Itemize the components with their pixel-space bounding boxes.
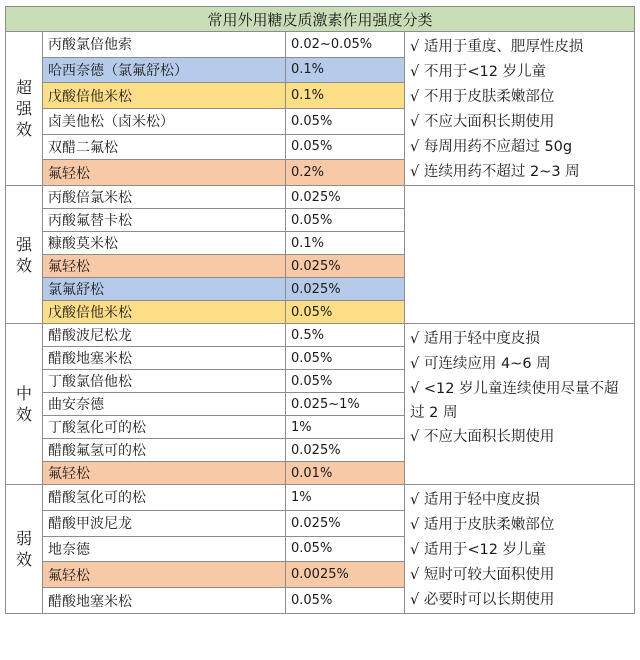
usage-note: √ 适用于轻中度皮损	[410, 331, 540, 347]
usage-notes	[405, 32, 635, 186]
drug-concentration: 0.025~1%	[286, 393, 405, 416]
drug-name: 丙酸倍氯米松	[43, 186, 286, 209]
drug-name: 糠酸莫米松	[43, 232, 286, 255]
drug-concentration: 1%	[286, 485, 405, 511]
drug-name: 双醋二氟松	[43, 134, 286, 160]
category-char: 效	[15, 255, 32, 275]
category-cell	[6, 324, 43, 485]
usage-note: √ 每周用药不应超过 50g	[410, 139, 573, 155]
category-char: 中	[15, 384, 32, 403]
category-char: 效	[15, 405, 32, 424]
drug-name: 丙酸氯倍他索	[43, 32, 286, 58]
usage-note: √ 适用于<12 岁儿童	[410, 542, 547, 558]
drug-concentration: 0.01%	[286, 462, 405, 485]
usage-notes	[405, 485, 635, 614]
drug-concentration: 0.02~0.05%	[286, 32, 405, 58]
category-cell	[6, 32, 43, 186]
drug-name: 氯氟舒松	[43, 278, 286, 301]
drug-name: 地奈德	[43, 536, 286, 562]
table-row	[6, 186, 635, 209]
drug-concentration: 0.025%	[286, 186, 405, 209]
drug-concentration: 0.1%	[286, 57, 405, 83]
usage-note: √ <12 岁儿童连续使用尽量不超过 2 周	[410, 381, 619, 421]
drug-concentration: 0.5%	[286, 324, 405, 347]
drug-concentration: 0.2%	[286, 160, 405, 186]
usage-note: √ 不用于<12 岁儿童	[410, 64, 547, 80]
drug-concentration: 0.025%	[286, 510, 405, 536]
drug-concentration: 0.025%	[286, 278, 405, 301]
usage-note: √ 不应大面积长期使用	[410, 114, 555, 130]
drug-name: 丙酸氟替卡松	[43, 209, 286, 232]
drug-concentration: 0.05%	[286, 370, 405, 393]
drug-name: 醋酸波尼松龙	[43, 324, 286, 347]
table-body	[6, 32, 635, 614]
drug-name: 醋酸氟氢可的松	[43, 439, 286, 462]
drug-name: 卤美他松（卤米松）	[43, 108, 286, 134]
drug-concentration: 0.05%	[286, 134, 405, 160]
category-cell	[6, 186, 43, 324]
drug-concentration: 0.1%	[286, 232, 405, 255]
drug-concentration: 0.05%	[286, 536, 405, 562]
drug-concentration: 0.05%	[286, 588, 405, 614]
drug-concentration: 0.05%	[286, 347, 405, 370]
drug-name: 醋酸氢化可的松	[43, 485, 286, 511]
drug-name: 醋酸地塞米松	[43, 347, 286, 370]
drug-concentration: 0.05%	[286, 209, 405, 232]
table-row	[6, 32, 635, 58]
drug-name: 哈西奈德（氯氟舒松）	[43, 57, 286, 83]
drug-name: 氟轻松	[43, 562, 286, 588]
usage-note: √ 适用于轻中度皮损	[410, 492, 540, 508]
table-title: 常用外用糖皮质激素作用强度分类	[6, 7, 635, 32]
category-char: 强	[15, 99, 32, 118]
category-char: 效	[15, 120, 32, 139]
category-char: 弱	[15, 529, 32, 548]
table-title-row	[6, 7, 635, 32]
drug-name: 曲安奈德	[43, 393, 286, 416]
drug-name: 氟轻松	[43, 255, 286, 278]
drug-name: 戊酸倍他米松	[43, 83, 286, 109]
drug-name: 醋酸甲波尼龙	[43, 510, 286, 536]
drug-name: 氟轻松	[43, 462, 286, 485]
drug-concentration: 0.025%	[286, 439, 405, 462]
table-row	[6, 485, 635, 511]
drug-concentration: 0.05%	[286, 301, 405, 324]
category-char: 超	[15, 78, 32, 97]
usage-notes	[405, 324, 635, 485]
usage-note: √ 必要时可以长期使用	[410, 592, 555, 608]
usage-note: √ 连续用药不超过 2~3 周	[410, 164, 580, 180]
usage-note: √ 适用于重度、肥厚性皮损	[410, 39, 584, 55]
category-char: 强	[15, 234, 32, 254]
drug-concentration: 0.1%	[286, 83, 405, 109]
usage-note: √ 不用于皮肤柔嫩部位	[410, 89, 555, 105]
steroid-potency-table	[5, 6, 635, 614]
drug-concentration: 0.025%	[286, 255, 405, 278]
drug-name: 丁酸氯倍他松	[43, 370, 286, 393]
drug-concentration: 1%	[286, 416, 405, 439]
drug-name: 氟轻松	[43, 160, 286, 186]
drug-concentration: 0.05%	[286, 108, 405, 134]
usage-note: √ 适用于皮肤柔嫩部位	[410, 517, 555, 533]
category-char: 效	[15, 550, 32, 569]
drug-name: 丁酸氢化可的松	[43, 416, 286, 439]
category-cell	[6, 485, 43, 614]
drug-name: 戊酸倍他米松	[43, 301, 286, 324]
drug-name: 醋酸地塞米松	[43, 588, 286, 614]
usage-notes	[405, 186, 635, 324]
usage-note: √ 可连续应用 4~6 周	[410, 356, 551, 372]
usage-note: √ 不应大面积长期使用	[410, 429, 555, 445]
drug-concentration: 0.0025%	[286, 562, 405, 588]
table-row	[6, 324, 635, 347]
usage-note: √ 短时可较大面积使用	[410, 567, 555, 583]
